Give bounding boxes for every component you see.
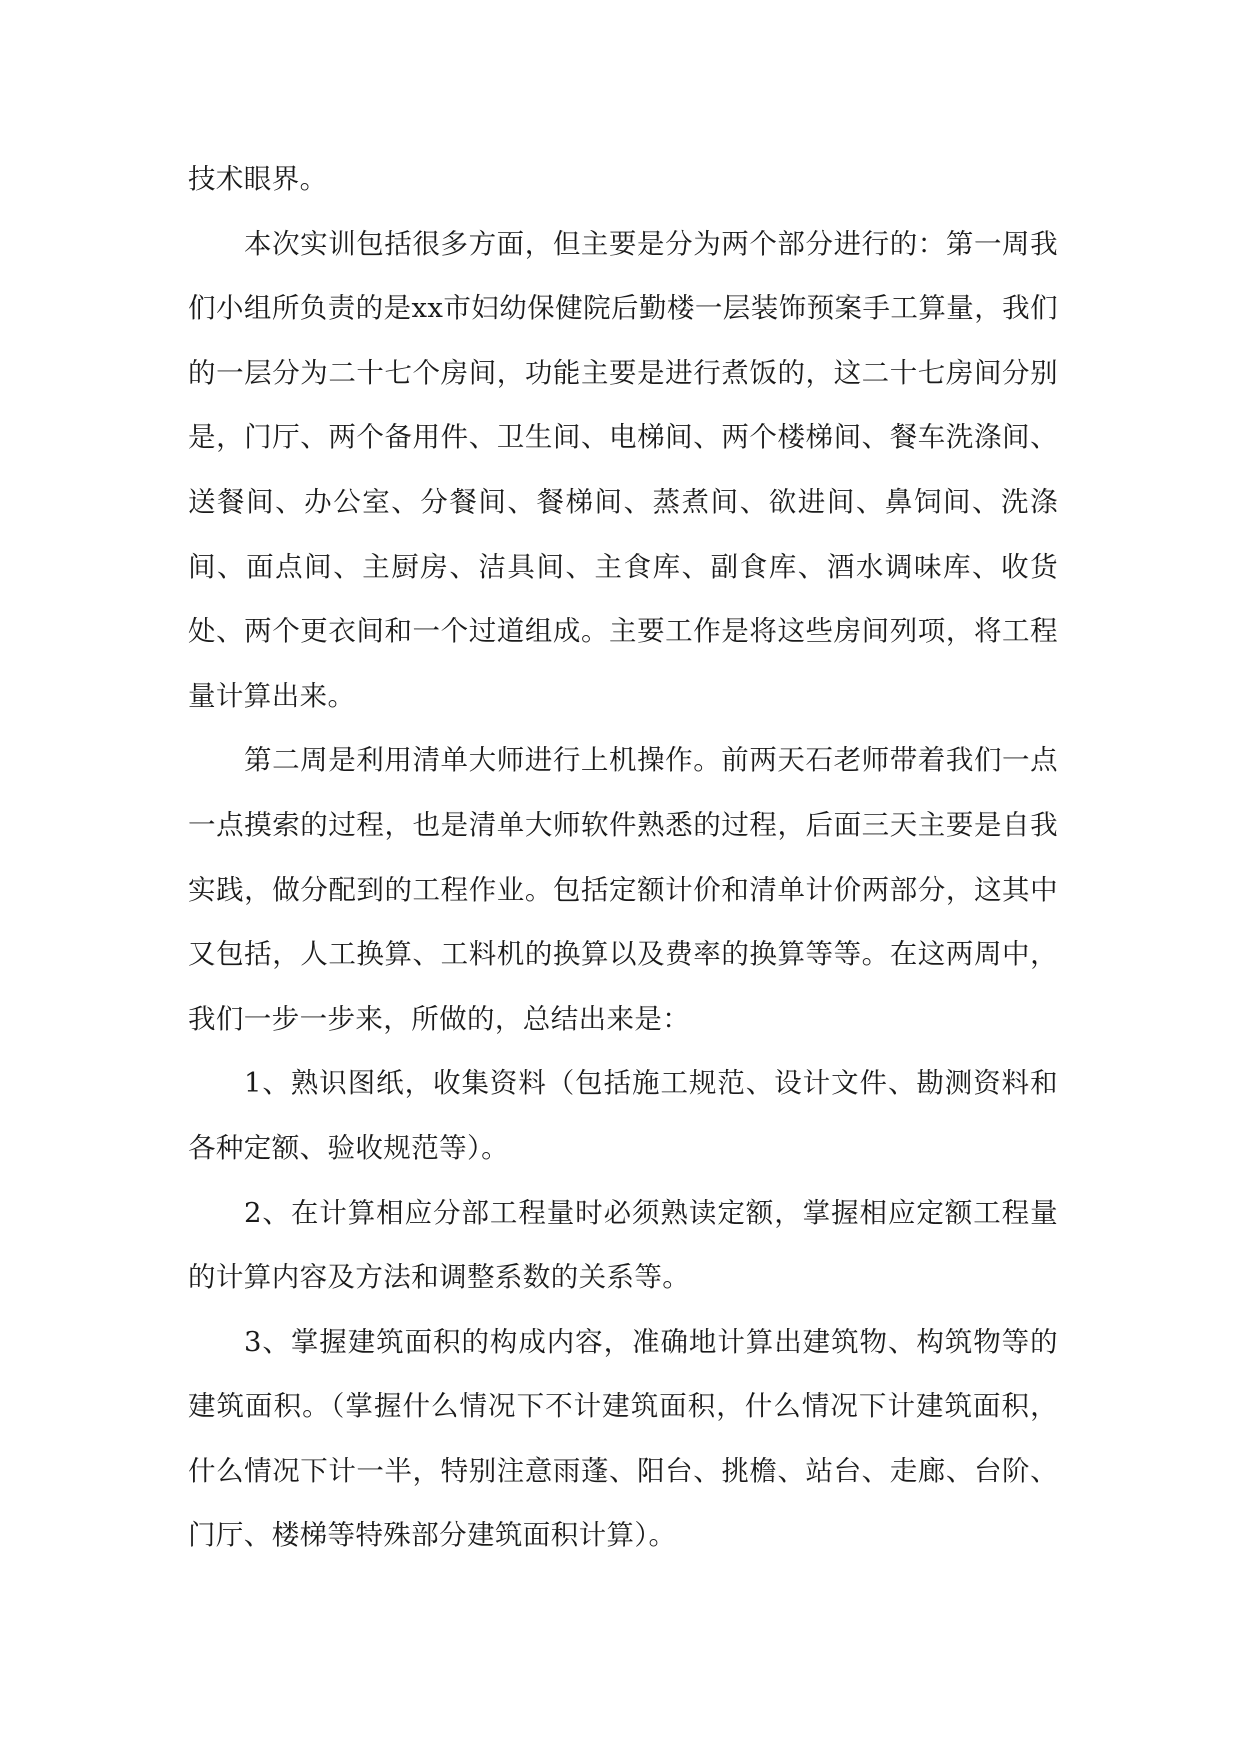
list-item-2: 2、在计算相应分部工程量时必须熟读定额，掌握相应定额工程量的计算内容及方法和调整系数的关系等。 bbox=[188, 1196, 1058, 1294]
list-item-3: 3、掌握建筑面积的构成内容，准确地计算出建筑物、构筑物等的建筑面积。（掌握什么情况下不计建筑面积，什么情况下计建筑面积，什么情况下计一半，特别注意雨蓬、阳台、挑檐、站台、走廊、台阶、门厅、楼梯等特殊部分建筑面积计算）。 bbox=[188, 1325, 1058, 1552]
document-body bbox=[188, 147, 1058, 1568]
paragraph-continuation: 技术眼界。 bbox=[188, 163, 328, 195]
list-item-1: 1、熟识图纸，收集资料（包括施工规范、设计文件、勘测资料和各种定额、验收规范等）。 bbox=[188, 1067, 1058, 1164]
paragraph-second-week: 第二周是利用清单大师进行上机操作。前两天石老师带着我们一点一点摸索的过程，也是清单大师软件熟悉的过程，后面三天主要是自我实践，做分配到的工程作业。包括定额计价和清单计价两部分，这其中又包括，人工换算、工料机的换算以及费率的换算等等。在这两周中，我们一步一步来，所做的，总结出来是： bbox=[188, 744, 1058, 1035]
paragraph-training-overview: 本次实训包括很多方面，但主要是分为两个部分进行的：第一周我们小组所负责的是xx市妇幼保健院后勤楼一层装饰预案手工算量，我们的一层分为二十七个房间，功能主要是进行煮饭的，这二十七房间分别是，门厅、两个备用件、卫生间、电梯间、两个楼梯间、餐车洗涤间、送餐间、办公室、分餐间、餐梯间、蒸煮间、欲进间、鼻饲间、洗涤间、面点间、主厨房、洁具间、主食库、副食库、酒水调味库、收货处、两个更衣间和一个过道组成。主要工作是将这些房间列项，将工程量计算出来。 bbox=[188, 227, 1058, 712]
